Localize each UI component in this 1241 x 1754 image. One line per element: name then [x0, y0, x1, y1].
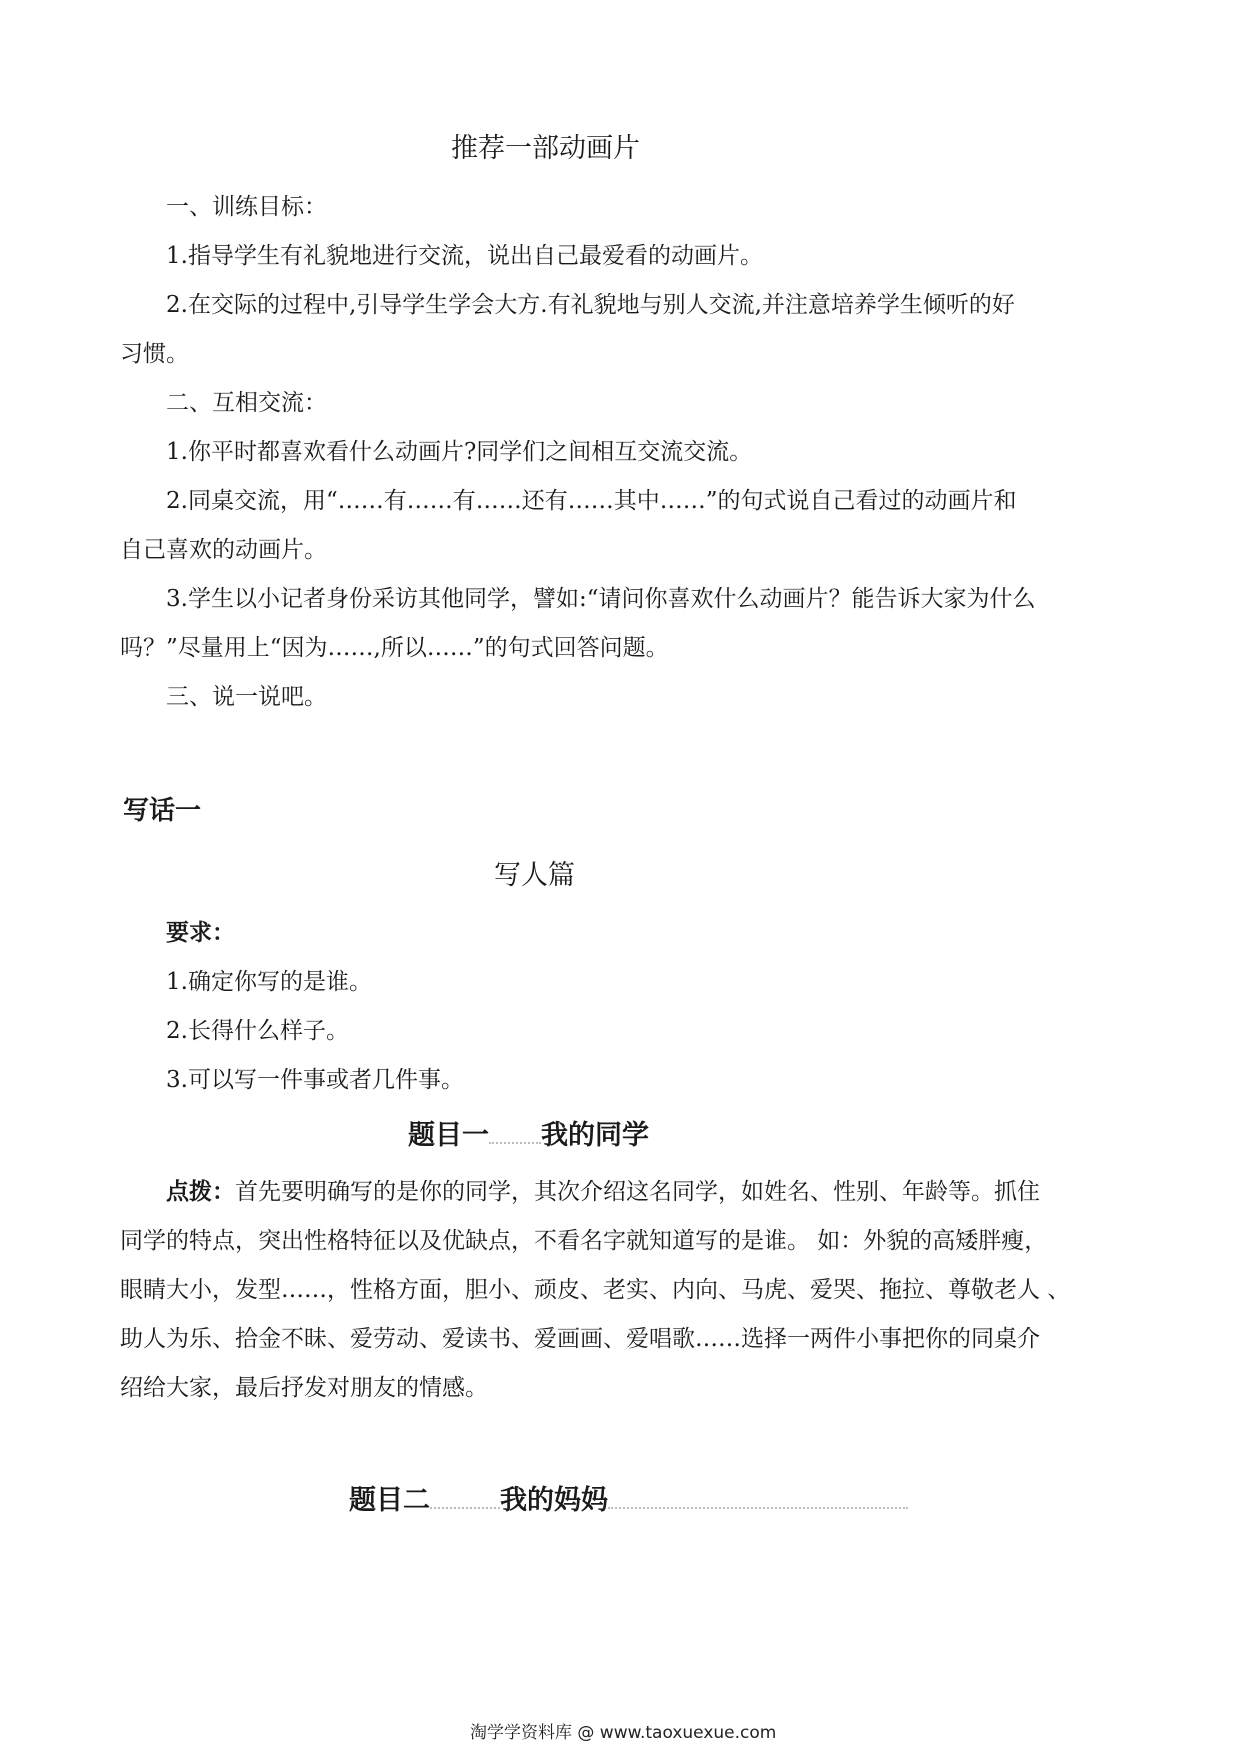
tip-line-2: 同学的特点，突出性格特征以及优缺点，不看名字就知道写的是谁。 如：外貌的高矮胖瘦， — [120, 1228, 1048, 1254]
tip-label: 点拨： — [166, 1179, 235, 1205]
page-title: 推荐一部动画片 — [451, 133, 640, 164]
requirement-item-2: 2.长得什么样子。 — [166, 1018, 349, 1044]
topic-2-dotted-fill — [430, 1493, 500, 1509]
topic-1-dotted-fill — [489, 1128, 541, 1144]
topic-2-prefix: 题目二 — [349, 1485, 430, 1516]
section-heading: 写话一 — [123, 796, 202, 826]
topic-1-name: 我的同学 — [541, 1120, 649, 1151]
exchange-item-2-line2: 自己喜欢的动画片。 — [120, 537, 327, 563]
tip-line-1-text: 首先要明确写的是你的同学，其次介绍这名同学，如姓名、性别、年龄等。抓住 — [235, 1179, 1040, 1205]
tip-line-4: 助人为乐、拾金不昧、爱劳动、爱读书、爱画画、爱唱歌……选择一两件小事把你的同桌介 — [120, 1326, 1040, 1352]
topic-2-dotted-tail — [608, 1493, 908, 1509]
tip-line-5: 绍给大家，最后抒发对朋友的情感。 — [120, 1375, 488, 1401]
section-subtitle: 写人篇 — [494, 860, 575, 891]
heading-training-goals: 一、训练目标： — [166, 194, 327, 220]
heading-speak: 三、说一说吧。 — [166, 684, 327, 710]
exchange-item-3-line2: 吗？”尽量用上“因为……,所以……”的句式回答问题。 — [120, 635, 669, 661]
heading-mutual-exchange: 二、互相交流： — [166, 390, 327, 416]
requirements-label: 要求： — [166, 920, 235, 946]
topic-1-prefix: 题目一 — [408, 1120, 489, 1151]
requirement-item-3: 3.可以写一件事或者几件事。 — [166, 1067, 464, 1093]
tip-line-1 — [166, 1181, 1040, 1204]
exchange-item-1: 1.你平时都喜欢看什么动画片?同学们之间相互交流交流。 — [166, 439, 753, 465]
goal-item-2-line2: 习惯。 — [120, 341, 189, 367]
tip-line-3: 眼睛大小，发型……，性格方面，胆小、顽皮、老实、内向、马虎、爱哭、拖拉、尊敬老人 、 — [120, 1277, 1071, 1303]
topic-2-name: 我的妈妈 — [500, 1485, 608, 1516]
goal-item-2-line1: 2.在交际的过程中,引导学生学会大方.有礼貌地与别人交流,并注意培养学生倾听的好 — [166, 292, 1015, 318]
footer-watermark: 淘学学资料库 @ www.taoxuexue.com — [470, 1723, 777, 1743]
topic-2-heading — [349, 1487, 908, 1514]
topic-1-heading — [408, 1122, 649, 1149]
goal-item-1: 1.指导学生有礼貌地进行交流，说出自己最爱看的动画片。 — [166, 243, 763, 269]
requirement-item-1: 1.确定你写的是谁。 — [166, 969, 372, 995]
exchange-item-3-line1: 3.学生以小记者身份采访其他同学，譬如:“请问你喜欢什么动画片？能告诉大家为什么 — [166, 586, 1036, 612]
exchange-item-2-line1: 2.同桌交流，用“……有……有……还有……其中……”的句式说自己看过的动画片和 — [166, 488, 1017, 514]
